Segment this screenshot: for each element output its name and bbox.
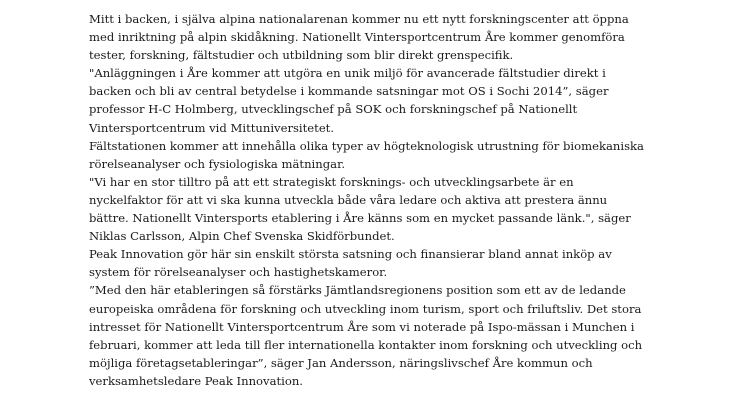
paragraph-field-station: Fältstationen kommer att innehålla olika typer av högteknologisk utrustning för biomekaniska rörelseanalyser och fysiologiska mätningar. [89,138,644,171]
document-body [89,10,649,390]
paragraph-andersson-quote: ”Med den här etableringen så förstärks Jämtlandsregionens position som ett av de ledande europeiska områdena för forskning och utveckling inom turism, sport och friluftsliv. Det stora intresset för Nationellt Vintersportcentrum Åre som vi noterade på Ispo-mässan i Munchen i februari, kommer att leda till fler internationella kontakter inom forskning och utveckling och möjliga företagsetableringar”, säger Jan Andersson, näringslivschef Åre kommun och verksamhetsledare Peak Innovation. [89,283,643,388]
paragraph-peak-innovation: Peak Innovation gör här sin enskilt största satsning och finansierar bland annat inköp av system för rörelseanalyser och hastighetskameror. [89,247,612,280]
paragraph-carlsson-quote: "Vi har en stor tilltro på att ett strategiskt forsknings- och utvecklingsarbete är en nyckelfaktor för att vi ska kunna utveckla både våra ledare och aktiva att prestera ännu bättre. Nationellt Vintersports etablering i Åre känns som en mycket passande länk.", säger Niklas Carlsson, Alpin Chef Svenska Skidförbundet. [89,174,631,244]
paragraph-holmberg-quote: "Anläggningen i Åre kommer att utgöra en unik miljö för avancerade fältstudier direkt i backen och bli av central betydelse i kommande satsningar mot OS i Sochi 2014”, säger professor H-C Holmberg, utvecklingschef på SOK och forskningschef på Nationellt Vintersportcentrum vid Mittuniversitetet. [89,66,609,135]
paragraph-intro: Mitt i backen, i själva alpina nationalarenan kommer nu ett nytt forskningscenter att öppna med inriktning på alpin skidåkning. Nationellt Vintersportcentrum Åre kommer genomföra tester, forskning, fältstudier och utbildning som blir direkt grenspecifik. [89,12,629,63]
